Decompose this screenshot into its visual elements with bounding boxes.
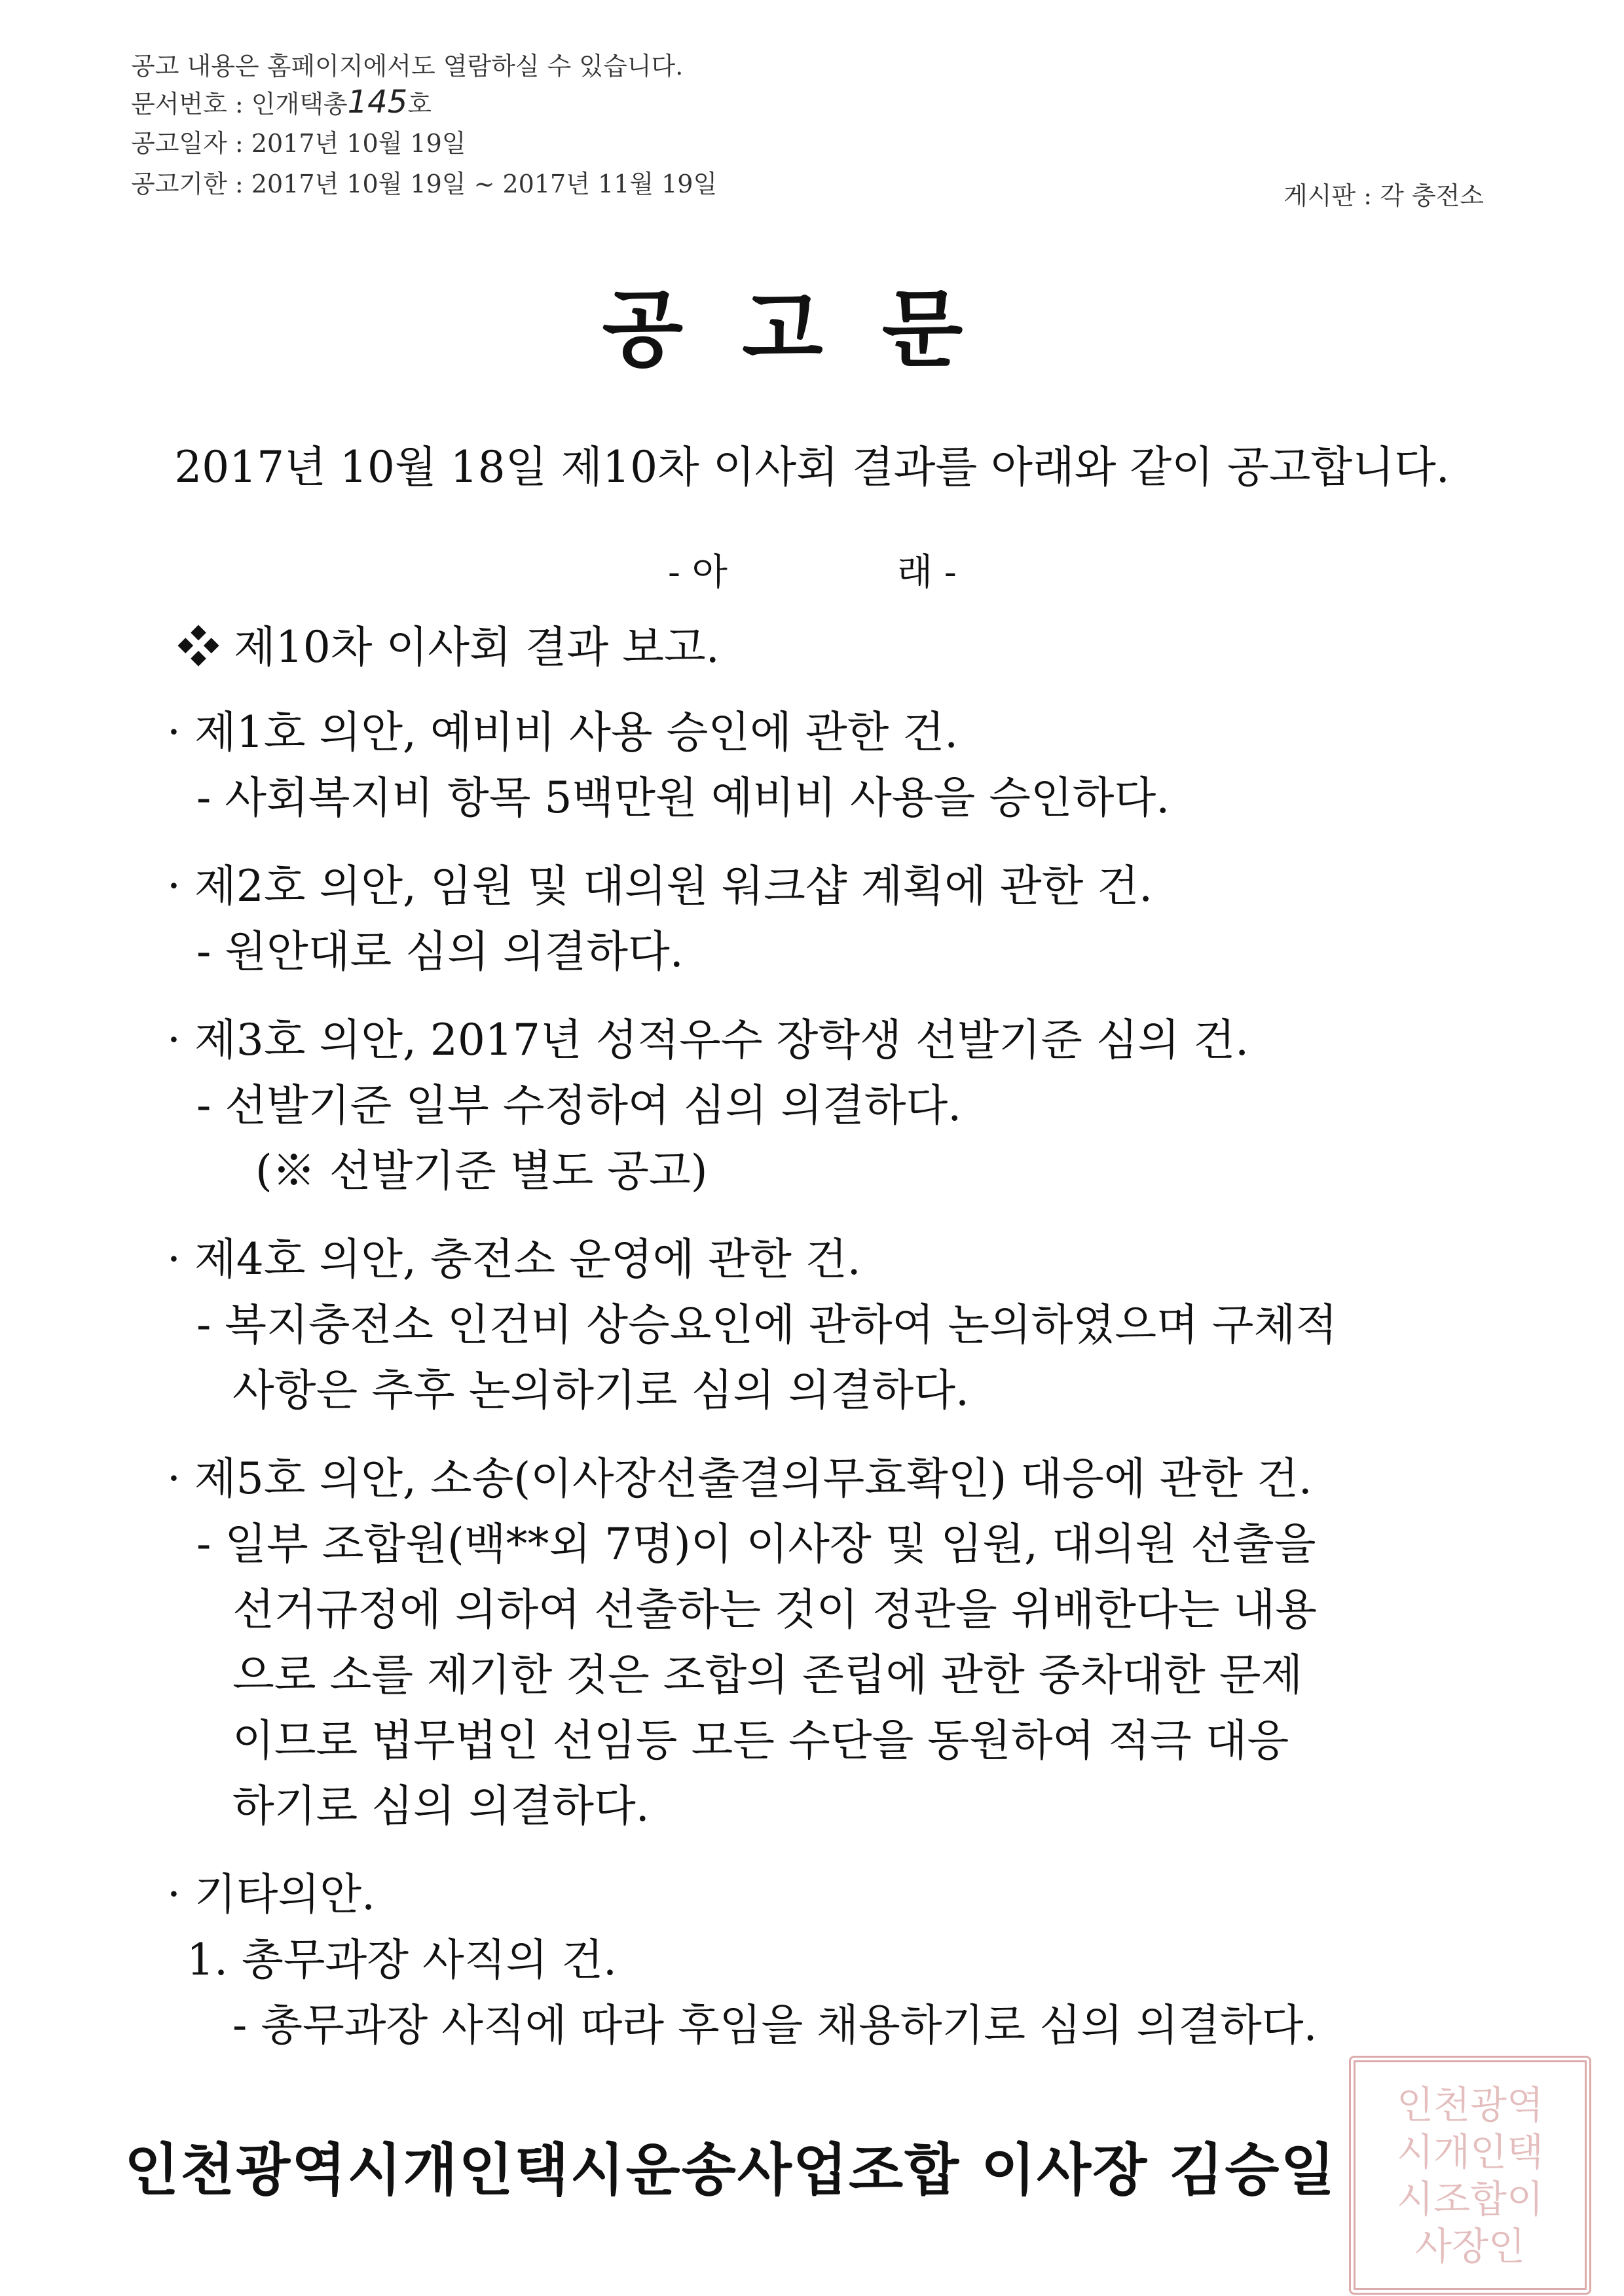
document-number-label: 문서번호 : 인개택총 [131, 90, 348, 118]
etc-agenda-title: · 기타의안. [167, 1869, 375, 1920]
agenda-item-4-line-1: - 복지충전소 인건비 상승요인에 관하여 논의하였으며 구체적 [196, 1300, 1338, 1350]
agenda-item-3-note: (※ 선발기준 별도 공고) [255, 1146, 708, 1196]
notice-info-line: 공고 내용은 홈페이지에서도 열람하실 수 있습니다. [131, 52, 684, 81]
intro-sentence: 2017년 10월 18일 제10차 이사회 결과를 아래와 같이 공고합니다. [174, 442, 1450, 492]
agenda-item-5-line-2: 선거규정에 의하여 선출하는 것이 정관을 위배한다는 내용 [232, 1584, 1318, 1635]
bulletin-board: 게시판 : 각 충전소 [1283, 181, 1484, 210]
etc-item-1-line: - 총무과장 사직에 따라 후임을 채용하기로 심의 의결하다. [232, 2000, 1318, 2050]
notice-period: 공고기한 : 2017년 10월 19일 ~ 2017년 11월 19일 [131, 170, 718, 198]
handwritten-number: 145 [347, 84, 408, 120]
agenda-item-5-line-4: 이므로 법무법인 선임등 모든 수단을 동원하여 적극 대응 [232, 1715, 1289, 1766]
agenda-item-3-line: - 선발기준 일부 수정하여 심의 의결하다. [196, 1080, 962, 1131]
agenda-item-2-title: · 제2호 의안, 임원 및 대의원 워크샵 계획에 관한 건. [167, 861, 1153, 911]
section-heading: ❖ 제10차 이사회 결과 보고. [177, 622, 720, 672]
agenda-item-5-line-1: - 일부 조합원(백**외 7명)이 이사장 및 임원, 대의원 선출을 [196, 1519, 1316, 1569]
document-title: 공고문 [602, 280, 1022, 378]
signature-line: 인천광역시개인택시운송사업조합 이사장 김승일 [124, 2137, 1337, 2203]
agenda-item-1-title: · 제1호 의안, 예비비 사용 승인에 관한 건. [167, 707, 959, 757]
agenda-item-2-line: - 원안대로 심의 의결하다. [196, 926, 684, 977]
agenda-item-1-line: - 사회복지비 항목 5백만원 예비비 사용을 승인하다. [196, 773, 1170, 823]
agenda-item-5-line-5: 하기로 심의 의결하다. [232, 1781, 650, 1831]
notice-date: 공고일자 : 2017년 10월 19일 [131, 129, 466, 158]
etc-item-1-title: 1. 총무과장 사직의 건. [187, 1935, 617, 1985]
agenda-item-5-title: · 제5호 의안, 소송(이사장선출결의무효확인) 대응에 관한 건. [167, 1453, 1312, 1504]
agenda-item-5-line-3: 으로 소를 제기한 것은 조합의 존립에 관한 중차대한 문제 [232, 1650, 1303, 1700]
official-seal: 인천광역 시개인택 시조합이 사장인 [1349, 2056, 1591, 2295]
agenda-item-4-line-2: 사항은 추후 논의하기로 심의 의결하다. [232, 1365, 969, 1415]
below-marker-right: 래 - [897, 551, 957, 594]
document-number-suffix: 호 [407, 90, 432, 118]
agenda-item-4-title: · 제4호 의안, 충전소 운영에 관한 건. [167, 1234, 861, 1285]
document-number [131, 84, 432, 120]
agenda-item-3-title: · 제3호 의안, 2017년 성적우수 장학생 선발기준 심의 건. [167, 1015, 1249, 1065]
below-marker-left: - 아 [668, 551, 728, 594]
